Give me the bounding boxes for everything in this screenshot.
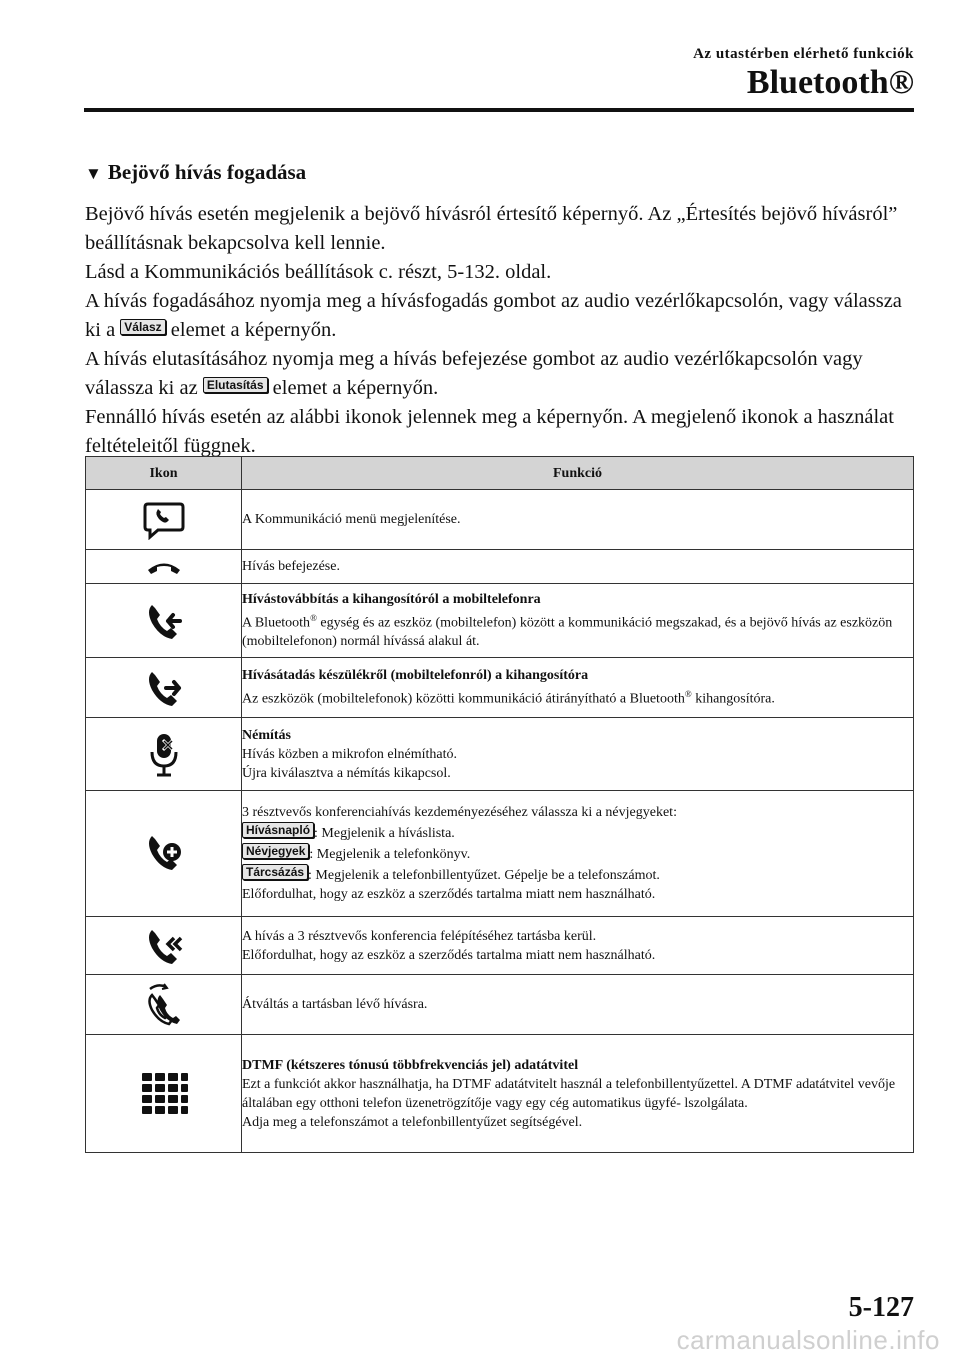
row-text: A Kommunikáció menü megjelenítése. [242,512,461,527]
section-heading [85,160,306,185]
row-text: : Megjelenik a telefonbillentyűzet. Gépelje be a telefonszámot. [308,868,660,883]
communication-menu-icon [142,500,186,540]
table-row [86,550,914,584]
hold-call-icon [142,924,186,968]
row-text-a: A Bluetooth [242,615,311,631]
row-text: Átváltás a tartásban lévő hívásra. [242,997,428,1012]
table-header-row [86,457,914,490]
icon-function-table [85,456,914,1153]
row-text: Adja meg a telefonszámot a telefonbillentyűzet segítségével. [242,1114,583,1130]
row-text: Újra kiválasztva a némítás kikapcsol. [242,765,451,781]
paragraph-2: Lásd a Kommunikációs beállítások c. részt, 5-132. oldal. [85,261,552,283]
row-text: Ezt a funkciót akkor használhatja, ha DTMF adatátvitelt használ a telefonbillentyűzettel. A DTMF adatátvitel vevője általában egy otthoni telefon üzenetrögzítője vagy egy cég automatikus ügyfé- lszolgálata. [242,1076,896,1111]
row-title: DTMF (kétszeres tónusú többfrekvenciás jel) adatátvitel [242,1057,579,1073]
row-text-b: egység és az eszköz (mobiltelefon) között a kommunikáció megszakad, és a bejövő hívás az eszközön (mobiltelefonon) normál hívássá alakul át. [242,615,893,650]
paragraph-1: Bejövő hívás esetén megjelenik a bejövő hívásról értesítő képernyő. Az „Értesítés bejövő hívásról” beállításnak bekapcsolva kell lennie. [85,203,898,254]
chapter-title: Bluetooth® [746,64,914,101]
table-row [86,490,914,550]
col-header-icon: Ikon [86,457,242,490]
end-call-icon [144,557,184,577]
answer-button-label: Válasz [120,319,165,335]
paragraph-4 [85,345,915,403]
table-row [86,791,914,917]
p3-text-before: A hívás fogadásához nyomja meg a hívásfogadás gombot az audio vezérlőkapcsolón, vagy válassza ki a [85,290,902,341]
row-text: : Megjelenik a híváslista. [314,826,455,841]
row-text: Hívás közben a mikrofon elnémítható. [242,746,457,762]
row-title: Némítás [242,727,291,743]
keypad-icon [138,1071,190,1117]
p3-text-after: elemet a képernyőn. [170,319,337,341]
table-row [86,975,914,1035]
page-number: 5-127 [848,1292,914,1323]
row-title: Hívásátadás készülékről (mobiltelefonról) a kihangosítóra [242,668,589,684]
row-text: Hívás befejezése. [242,559,340,574]
swap-call-icon [144,981,184,1029]
row-text-a: Az eszközök (mobiltelefonok) közötti kommunikáció átirányítható a Bluetooth [242,691,685,707]
row-text: A hívás a 3 résztvevős konferencia felépítéséhez tartásba kerül. [242,928,597,944]
table-row: Hívásátadás készülékről (mobiltelefonról) a kihangosítóra Az eszközök (mobiltelefonok) közötti kommunikáció átirányítható a Bluetooth® kihangosítóra. [86,658,914,718]
dial-button-label: Tárcsázás [242,864,308,880]
intro-text [85,200,915,461]
p4-text-before: A hívás elutasításához nyomja meg a hívás befejezése gombot az audio vezérlőkapcsolón vagy válassza ki az [85,348,863,399]
row-text: Előfordulhat, hogy az eszköz a szerződés tartalma miatt nem használható. [242,947,656,963]
row-text: : Megjelenik a telefonkönyv. [309,847,471,862]
section-heading-text: Bejövő hívás fogadása [107,160,307,184]
triangle-bullet-icon: ▼ [85,164,102,183]
add-call-icon [142,830,186,878]
row-text-b: kihangosítóra. [691,691,775,707]
row-text: 3 résztvevős konferenciahívás kezdeményezéséhez válassza ki a névjegyeket: [242,805,677,820]
transfer-to-handsfree-icon [142,666,186,710]
decline-button-label: Elutasítás [203,377,268,393]
col-header-function: Funkció [242,457,914,490]
table-row [86,1035,914,1153]
paragraph-5: Fennálló hívás esetén az alábbi ikonok jelennek meg a képernyőn. A megjelenő ikonok a használat feltételeitől függnek. [85,406,894,457]
chapter-subtitle: Az utastérben elérhető funkciók [693,46,914,62]
table-row [86,718,914,791]
table-row [86,917,914,975]
p4-text-after: elemet a képernyőn. [272,377,439,399]
row-note: Előfordulhat, hogy az eszköz a szerződés tartalma miatt nem használható. [242,887,656,902]
transfer-to-phone-icon [142,599,186,643]
contacts-button-label: Névjegyek [242,843,309,859]
watermark-text: carmanualsonline.info [676,1325,940,1355]
call-history-button-label: Hívásnapló [242,822,314,838]
row-title: Hívástovábbítás a kihangosítóról a mobiltelefonra [242,591,541,607]
table-row: Hívástovábbítás a kihangosítóról a mobiltelefonra A Bluetooth® egység és az eszköz (mobiltelefon) között a kommunikáció megszakad, és a bejövő hívás az eszközön (mobiltelefonon) normál hívássá alakul át. [86,584,914,658]
paragraph-3 [85,287,915,345]
header-rule [84,108,914,112]
mute-microphone-icon [149,730,179,778]
